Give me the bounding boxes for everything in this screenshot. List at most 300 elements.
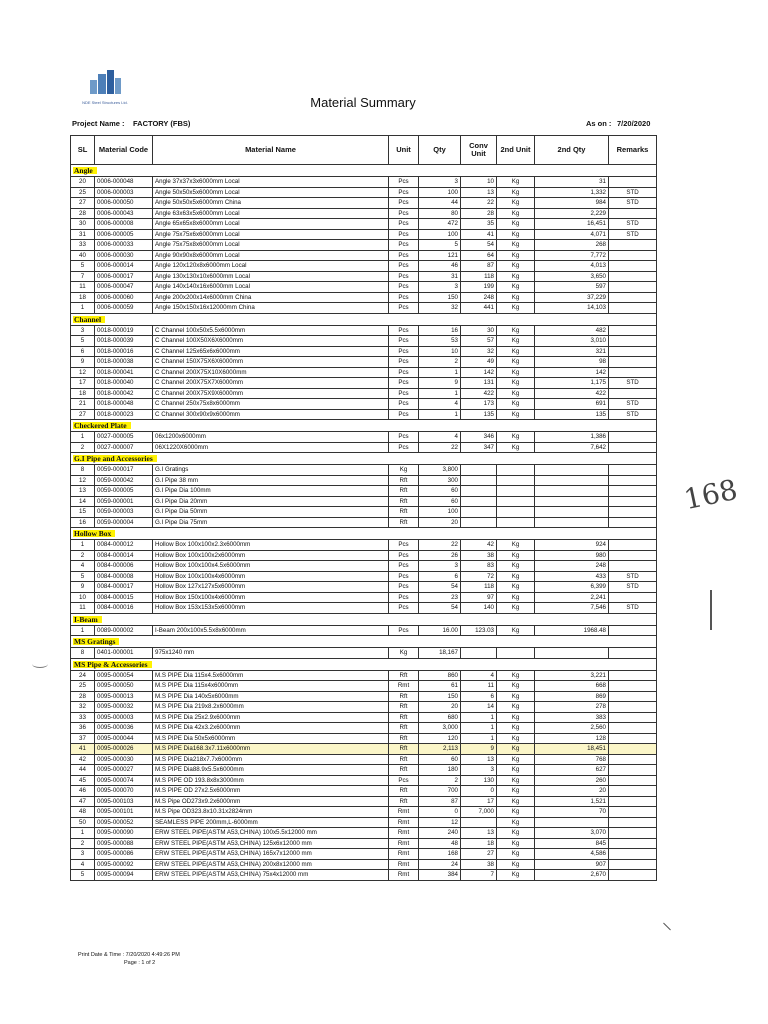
material-name-cell: M.S PIPE Dia 115x4x6000mm xyxy=(153,681,389,692)
material-code-cell: 0095-000074 xyxy=(95,775,153,786)
unit-cell: Rft xyxy=(389,496,419,507)
remarks-cell xyxy=(609,807,657,818)
material-name-cell: Angle 75x75x8x6000mm Local xyxy=(153,240,389,251)
second-unit-cell: Kg xyxy=(497,691,535,702)
qty-cell: 121 xyxy=(419,250,461,261)
qty-cell: 384 xyxy=(419,870,461,881)
conv-unit-cell xyxy=(461,648,497,659)
table-row xyxy=(71,346,657,357)
conv-unit-cell: 41 xyxy=(461,229,497,240)
qty-cell: 240 xyxy=(419,828,461,839)
material-name-cell: C Channel 200X75X7X6000mm xyxy=(153,378,389,389)
handwritten-margin-number: 168 xyxy=(681,472,741,517)
table-row xyxy=(71,388,657,399)
second-qty-cell: 2,229 xyxy=(535,208,609,219)
material-code-cell: 0018-000038 xyxy=(95,357,153,368)
sl-cell: 24 xyxy=(71,670,95,681)
remarks-cell xyxy=(609,177,657,188)
section-header-row xyxy=(71,528,657,540)
remarks-cell: STD xyxy=(609,582,657,593)
qty-cell: 100 xyxy=(419,507,461,518)
second-qty-cell: 98 xyxy=(535,357,609,368)
material-name-cell: C Channel 200X75X10X6000mm xyxy=(153,367,389,378)
material-name-cell: M.S PIPE Dia 50x5x6000mm xyxy=(153,733,389,744)
second-unit-cell: Kg xyxy=(497,303,535,314)
sl-cell: 20 xyxy=(71,177,95,188)
material-name-cell: Hollow Box 127x127x5x6000mm xyxy=(153,582,389,593)
second-unit-cell: Kg xyxy=(497,378,535,389)
qty-cell: 3 xyxy=(419,282,461,293)
unit-cell: Pcs xyxy=(389,775,419,786)
qty-cell: 150 xyxy=(419,292,461,303)
material-name-cell: 06X1220X6000mm xyxy=(153,442,389,453)
material-code-cell: 0095-000088 xyxy=(95,838,153,849)
qty-cell: 9 xyxy=(419,378,461,389)
material-code-cell: 0095-000103 xyxy=(95,796,153,807)
second-unit-cell: Kg xyxy=(497,325,535,336)
table-row xyxy=(71,208,657,219)
unit-cell: Pcs xyxy=(389,325,419,336)
remarks-cell xyxy=(609,775,657,786)
material-code-cell: 0059-000004 xyxy=(95,517,153,528)
qty-cell: 2,113 xyxy=(419,744,461,755)
material-code-cell: 0084-000016 xyxy=(95,603,153,614)
remarks-cell xyxy=(609,592,657,603)
second-unit-cell: Kg xyxy=(497,282,535,293)
material-name-cell: Angle 50x50x5x6000mm Local xyxy=(153,187,389,198)
unit-cell: Pcs xyxy=(389,187,419,198)
material-name-cell: ERW STEEL PIPE(ASTM A53,CHINA) 200x8x12000 mm xyxy=(153,859,389,870)
conv-unit-cell: 64 xyxy=(461,250,497,261)
sl-cell: 5 xyxy=(71,261,95,272)
second-qty-cell: 4,071 xyxy=(535,229,609,240)
sl-cell: 16 xyxy=(71,517,95,528)
conv-unit-cell: 27 xyxy=(461,849,497,860)
section-header-cell xyxy=(71,528,657,540)
second-qty-cell: 128 xyxy=(535,733,609,744)
material-code-cell: 0095-000090 xyxy=(95,828,153,839)
second-unit-cell: Kg xyxy=(497,817,535,828)
sl-cell: 27 xyxy=(71,198,95,209)
conv-unit-cell: 140 xyxy=(461,603,497,614)
material-name-cell: Hollow Box 150x100x4x6000mm xyxy=(153,592,389,603)
conv-unit-cell: 10 xyxy=(461,177,497,188)
unit-cell: Pcs xyxy=(389,582,419,593)
qty-cell: 80 xyxy=(419,208,461,219)
table-row xyxy=(71,540,657,551)
material-name-cell: M.S Pipe OD273x9.2x6000mm xyxy=(153,796,389,807)
second-qty-cell xyxy=(535,486,609,497)
table-row xyxy=(71,744,657,755)
remarks-cell xyxy=(609,817,657,828)
material-code-cell: 0095-000050 xyxy=(95,681,153,692)
unit-cell: Rft xyxy=(389,475,419,486)
unit-cell: Rft xyxy=(389,517,419,528)
second-unit-cell: Kg xyxy=(497,859,535,870)
unit-cell: Rmt xyxy=(389,870,419,881)
col-header-unit: Unit xyxy=(389,136,419,165)
qty-cell: 2 xyxy=(419,357,461,368)
sl-cell: 1 xyxy=(71,303,95,314)
sl-cell: 50 xyxy=(71,817,95,828)
material-code-cell: 0084-000017 xyxy=(95,582,153,593)
qty-cell: 472 xyxy=(419,219,461,230)
unit-cell: Pcs xyxy=(389,592,419,603)
second-qty-cell xyxy=(535,496,609,507)
second-qty-cell: 14,103 xyxy=(535,303,609,314)
unit-cell: Rmt xyxy=(389,828,419,839)
material-code-cell: 0018-000039 xyxy=(95,336,153,347)
qty-cell: 87 xyxy=(419,796,461,807)
unit-cell: Pcs xyxy=(389,250,419,261)
conv-unit-cell: 32 xyxy=(461,346,497,357)
section-title: Hollow Box xyxy=(73,530,115,537)
unit-cell: Pcs xyxy=(389,550,419,561)
remarks-cell: STD xyxy=(609,187,657,198)
material-code-cell: 0018-000048 xyxy=(95,399,153,410)
material-name-cell: ERW STEEL PIPE(ASTM A53,CHINA) 75x4x12000 mm xyxy=(153,870,389,881)
qty-cell: 700 xyxy=(419,786,461,797)
sl-cell: 47 xyxy=(71,796,95,807)
col-header-2nd-qty: 2nd Qty xyxy=(535,136,609,165)
second-unit-cell: Kg xyxy=(497,702,535,713)
unit-cell: Rft xyxy=(389,733,419,744)
sl-cell: 25 xyxy=(71,187,95,198)
table-row xyxy=(71,475,657,486)
sl-cell: 18 xyxy=(71,292,95,303)
qty-cell: 26 xyxy=(419,550,461,561)
table-row xyxy=(71,648,657,659)
remarks-cell xyxy=(609,367,657,378)
remarks-cell xyxy=(609,282,657,293)
sl-cell: 10 xyxy=(71,592,95,603)
material-code-cell: 0006-000050 xyxy=(95,198,153,209)
remarks-cell xyxy=(609,250,657,261)
unit-cell: Rft xyxy=(389,691,419,702)
material-code-cell: 0095-000003 xyxy=(95,712,153,723)
material-name-cell: M.S PIPE OD 27x2.5x6000mm xyxy=(153,786,389,797)
conv-unit-cell: 0 xyxy=(461,786,497,797)
qty-cell: 680 xyxy=(419,712,461,723)
second-qty-cell: 3,010 xyxy=(535,336,609,347)
material-name-cell: M.S PIPE Dia168.3x7.11x6000mm xyxy=(153,744,389,755)
qty-cell: 150 xyxy=(419,691,461,702)
sl-cell: 2 xyxy=(71,550,95,561)
remarks-cell: STD xyxy=(609,571,657,582)
material-code-cell: 0095-000030 xyxy=(95,754,153,765)
qty-cell: 3 xyxy=(419,177,461,188)
table-row xyxy=(71,681,657,692)
table-row xyxy=(71,219,657,230)
material-code-cell: 0018-000019 xyxy=(95,325,153,336)
second-unit-cell: Kg xyxy=(497,442,535,453)
second-unit-cell: Kg xyxy=(497,592,535,603)
unit-cell: Rft xyxy=(389,507,419,518)
second-unit-cell: Kg xyxy=(497,292,535,303)
conv-unit-cell: 38 xyxy=(461,859,497,870)
table-body xyxy=(71,165,657,881)
unit-cell: Pcs xyxy=(389,292,419,303)
table-row xyxy=(71,465,657,476)
conv-unit-cell: 13 xyxy=(461,754,497,765)
conv-unit-cell: 35 xyxy=(461,219,497,230)
second-qty-cell: 691 xyxy=(535,399,609,410)
section-header-row xyxy=(71,613,657,625)
qty-cell: 46 xyxy=(419,261,461,272)
sl-cell: 28 xyxy=(71,208,95,219)
qty-cell: 0 xyxy=(419,807,461,818)
remarks-cell: STD xyxy=(609,409,657,420)
sl-cell: 1 xyxy=(71,432,95,443)
second-unit-cell: Kg xyxy=(497,346,535,357)
second-qty-cell: 845 xyxy=(535,838,609,849)
table-row xyxy=(71,282,657,293)
qty-cell: 18,167 xyxy=(419,648,461,659)
second-qty-cell: 3,650 xyxy=(535,271,609,282)
qty-cell: 1 xyxy=(419,367,461,378)
conv-unit-cell: 346 xyxy=(461,432,497,443)
material-name-cell: I-Beam 200x100x5.5x8x6000mm xyxy=(153,625,389,636)
table-row xyxy=(71,399,657,410)
conv-unit-cell: 135 xyxy=(461,409,497,420)
qty-cell: 31 xyxy=(419,271,461,282)
second-qty-cell: 1,175 xyxy=(535,378,609,389)
print-date: Print Date & Time : 7/20/2020 4:49:26 PM xyxy=(78,952,180,958)
remarks-cell xyxy=(609,550,657,561)
material-name-cell: Angle 90x90x8x6000mm Local xyxy=(153,250,389,261)
material-name-cell: Hollow Box 100x100x2.3x6000mm xyxy=(153,540,389,551)
unit-cell: Pcs xyxy=(389,388,419,399)
second-qty-cell: 2,241 xyxy=(535,592,609,603)
material-name-cell: M.S PIPE Dia88.9x5.5x6000mm xyxy=(153,765,389,776)
second-qty-cell: 980 xyxy=(535,550,609,561)
conv-unit-cell: 7,000 xyxy=(461,807,497,818)
remarks-cell xyxy=(609,388,657,399)
second-qty-cell: 482 xyxy=(535,325,609,336)
material-name-cell: M.S Pipe OD323.8x10.31x2824mm xyxy=(153,807,389,818)
material-name-cell: Hollow Box 100x100x4.5x6000mm xyxy=(153,561,389,572)
material-code-cell: 0018-000023 xyxy=(95,409,153,420)
table-row xyxy=(71,561,657,572)
material-code-cell: 0006-000017 xyxy=(95,271,153,282)
table-row xyxy=(71,325,657,336)
remarks-cell xyxy=(609,271,657,282)
sl-cell: 5 xyxy=(71,571,95,582)
conv-unit-cell: 57 xyxy=(461,336,497,347)
remarks-cell xyxy=(609,517,657,528)
logo-text: NDE Steel Structures Ltd. xyxy=(82,100,128,105)
section-title: Channel xyxy=(73,316,105,323)
conv-unit-cell: 142 xyxy=(461,367,497,378)
qty-cell: 3,800 xyxy=(419,465,461,476)
qty-cell: 860 xyxy=(419,670,461,681)
unit-cell: Pcs xyxy=(389,432,419,443)
unit-cell: Rmt xyxy=(389,838,419,849)
second-unit-cell: Kg xyxy=(497,744,535,755)
remarks-cell xyxy=(609,496,657,507)
conv-unit-cell: 4 xyxy=(461,670,497,681)
section-header-row xyxy=(71,165,657,177)
unit-cell: Pcs xyxy=(389,261,419,272)
material-code-cell: 0095-000026 xyxy=(95,744,153,755)
material-name-cell: Angle 75x75x6x6000mm Local xyxy=(153,229,389,240)
remarks-cell xyxy=(609,261,657,272)
unit-cell: Pcs xyxy=(389,177,419,188)
table-row xyxy=(71,838,657,849)
unit-cell: Pcs xyxy=(389,540,419,551)
sl-cell: 13 xyxy=(71,486,95,497)
sl-cell: 4 xyxy=(71,561,95,572)
table-row xyxy=(71,486,657,497)
material-code-cell: 0095-000013 xyxy=(95,691,153,702)
remarks-cell xyxy=(609,796,657,807)
second-unit-cell: Kg xyxy=(497,796,535,807)
material-code-cell: 0059-000001 xyxy=(95,496,153,507)
qty-cell: 16 xyxy=(419,325,461,336)
remarks-cell xyxy=(609,442,657,453)
remarks-cell xyxy=(609,702,657,713)
section-title: Angle xyxy=(73,167,97,174)
sl-cell: 21 xyxy=(71,399,95,410)
conv-unit-cell: 11 xyxy=(461,681,497,692)
qty-cell: 5 xyxy=(419,240,461,251)
table-row xyxy=(71,603,657,614)
unit-cell: Rmt xyxy=(389,859,419,870)
qty-cell: 22 xyxy=(419,540,461,551)
remarks-cell xyxy=(609,486,657,497)
sl-cell: 5 xyxy=(71,870,95,881)
sl-cell: 40 xyxy=(71,250,95,261)
unit-cell: Pcs xyxy=(389,571,419,582)
material-name-cell: M.S PIPE Dia218x7.7x6000mm xyxy=(153,754,389,765)
second-qty-cell: 37,229 xyxy=(535,292,609,303)
material-code-cell: 0095-000070 xyxy=(95,786,153,797)
qty-cell: 100 xyxy=(419,187,461,198)
table-row xyxy=(71,754,657,765)
material-name-cell: Angle 120x120x8x6000mm Local xyxy=(153,261,389,272)
material-name-cell: G.I Pipe Dia 20mm xyxy=(153,496,389,507)
material-name-cell: G.I Pipe Dia 50mm xyxy=(153,507,389,518)
second-unit-cell: Kg xyxy=(497,670,535,681)
remarks-cell: STD xyxy=(609,198,657,209)
table-row xyxy=(71,303,657,314)
second-unit-cell: Kg xyxy=(497,177,535,188)
unit-cell: Pcs xyxy=(389,442,419,453)
conv-unit-cell xyxy=(461,817,497,828)
section-header-cell xyxy=(71,636,657,648)
second-qty-cell: 135 xyxy=(535,409,609,420)
sl-cell: 17 xyxy=(71,378,95,389)
table-row xyxy=(71,496,657,507)
qty-cell: 20 xyxy=(419,517,461,528)
material-code-cell: 0084-000012 xyxy=(95,540,153,551)
remarks-cell: STD xyxy=(609,399,657,410)
conv-unit-cell: 30 xyxy=(461,325,497,336)
sl-cell: 1 xyxy=(71,540,95,551)
conv-unit-cell: 441 xyxy=(461,303,497,314)
material-code-cell: 0027-000005 xyxy=(95,432,153,443)
material-code-cell: 0095-000101 xyxy=(95,807,153,818)
remarks-cell: STD xyxy=(609,603,657,614)
qty-cell: 180 xyxy=(419,765,461,776)
second-unit-cell: Kg xyxy=(497,870,535,881)
material-code-cell: 0018-000041 xyxy=(95,367,153,378)
material-code-cell: 0018-000040 xyxy=(95,378,153,389)
second-qty-cell: 278 xyxy=(535,702,609,713)
material-code-cell: 0006-000003 xyxy=(95,187,153,198)
table-row xyxy=(71,582,657,593)
second-unit-cell xyxy=(497,517,535,528)
second-unit-cell: Kg xyxy=(497,754,535,765)
remarks-cell xyxy=(609,765,657,776)
section-header-row xyxy=(71,658,657,670)
table-row xyxy=(71,271,657,282)
sl-cell: 9 xyxy=(71,582,95,593)
second-unit-cell: Kg xyxy=(497,733,535,744)
conv-unit-cell: 422 xyxy=(461,388,497,399)
table-row xyxy=(71,292,657,303)
second-unit-cell: Kg xyxy=(497,367,535,378)
conv-unit-cell: 130 xyxy=(461,775,497,786)
table-row xyxy=(71,786,657,797)
second-qty-cell: 422 xyxy=(535,388,609,399)
material-code-cell: 0059-000017 xyxy=(95,465,153,476)
sl-cell: 1 xyxy=(71,625,95,636)
unit-cell: Kg xyxy=(389,648,419,659)
conv-unit-cell: 1 xyxy=(461,723,497,734)
sl-cell: 42 xyxy=(71,754,95,765)
table-row xyxy=(71,409,657,420)
section-title: G.I Pipe and Accessories xyxy=(73,455,157,462)
material-name-cell: SEAMLESS PIPE 200mm,L-6000mm xyxy=(153,817,389,828)
section-header-row xyxy=(71,420,657,432)
table-row xyxy=(71,807,657,818)
table-row xyxy=(71,817,657,828)
conv-unit-cell: 38 xyxy=(461,550,497,561)
handwritten-stroke xyxy=(710,590,712,630)
second-unit-cell: Kg xyxy=(497,603,535,614)
remarks-cell xyxy=(609,670,657,681)
conv-unit-cell xyxy=(461,517,497,528)
second-unit-cell: Kg xyxy=(497,540,535,551)
material-name-cell: Angle 37x37x3x6000mm Local xyxy=(153,177,389,188)
second-qty-cell: 1,386 xyxy=(535,432,609,443)
material-code-cell: 0006-000033 xyxy=(95,240,153,251)
sl-cell: 14 xyxy=(71,496,95,507)
material-name-cell: Angle 50x50x5x6000mm China xyxy=(153,198,389,209)
second-qty-cell: 924 xyxy=(535,540,609,551)
conv-unit-cell: 83 xyxy=(461,561,497,572)
unit-cell: Rft xyxy=(389,702,419,713)
second-qty-cell: 627 xyxy=(535,765,609,776)
table-row xyxy=(71,229,657,240)
material-code-cell: 0095-000086 xyxy=(95,849,153,860)
sl-cell: 8 xyxy=(71,648,95,659)
second-qty-cell xyxy=(535,465,609,476)
remarks-cell xyxy=(609,346,657,357)
second-qty-cell: 768 xyxy=(535,754,609,765)
remarks-cell xyxy=(609,540,657,551)
unit-cell: Pcs xyxy=(389,282,419,293)
material-name-cell: M.S PIPE Dia 115x4.5x6000mm xyxy=(153,670,389,681)
table-row xyxy=(71,250,657,261)
material-code-cell: 0006-000014 xyxy=(95,261,153,272)
qty-cell: 60 xyxy=(419,486,461,497)
table-row xyxy=(71,702,657,713)
second-unit-cell: Kg xyxy=(497,187,535,198)
unit-cell: Pcs xyxy=(389,409,419,420)
table-row xyxy=(71,442,657,453)
